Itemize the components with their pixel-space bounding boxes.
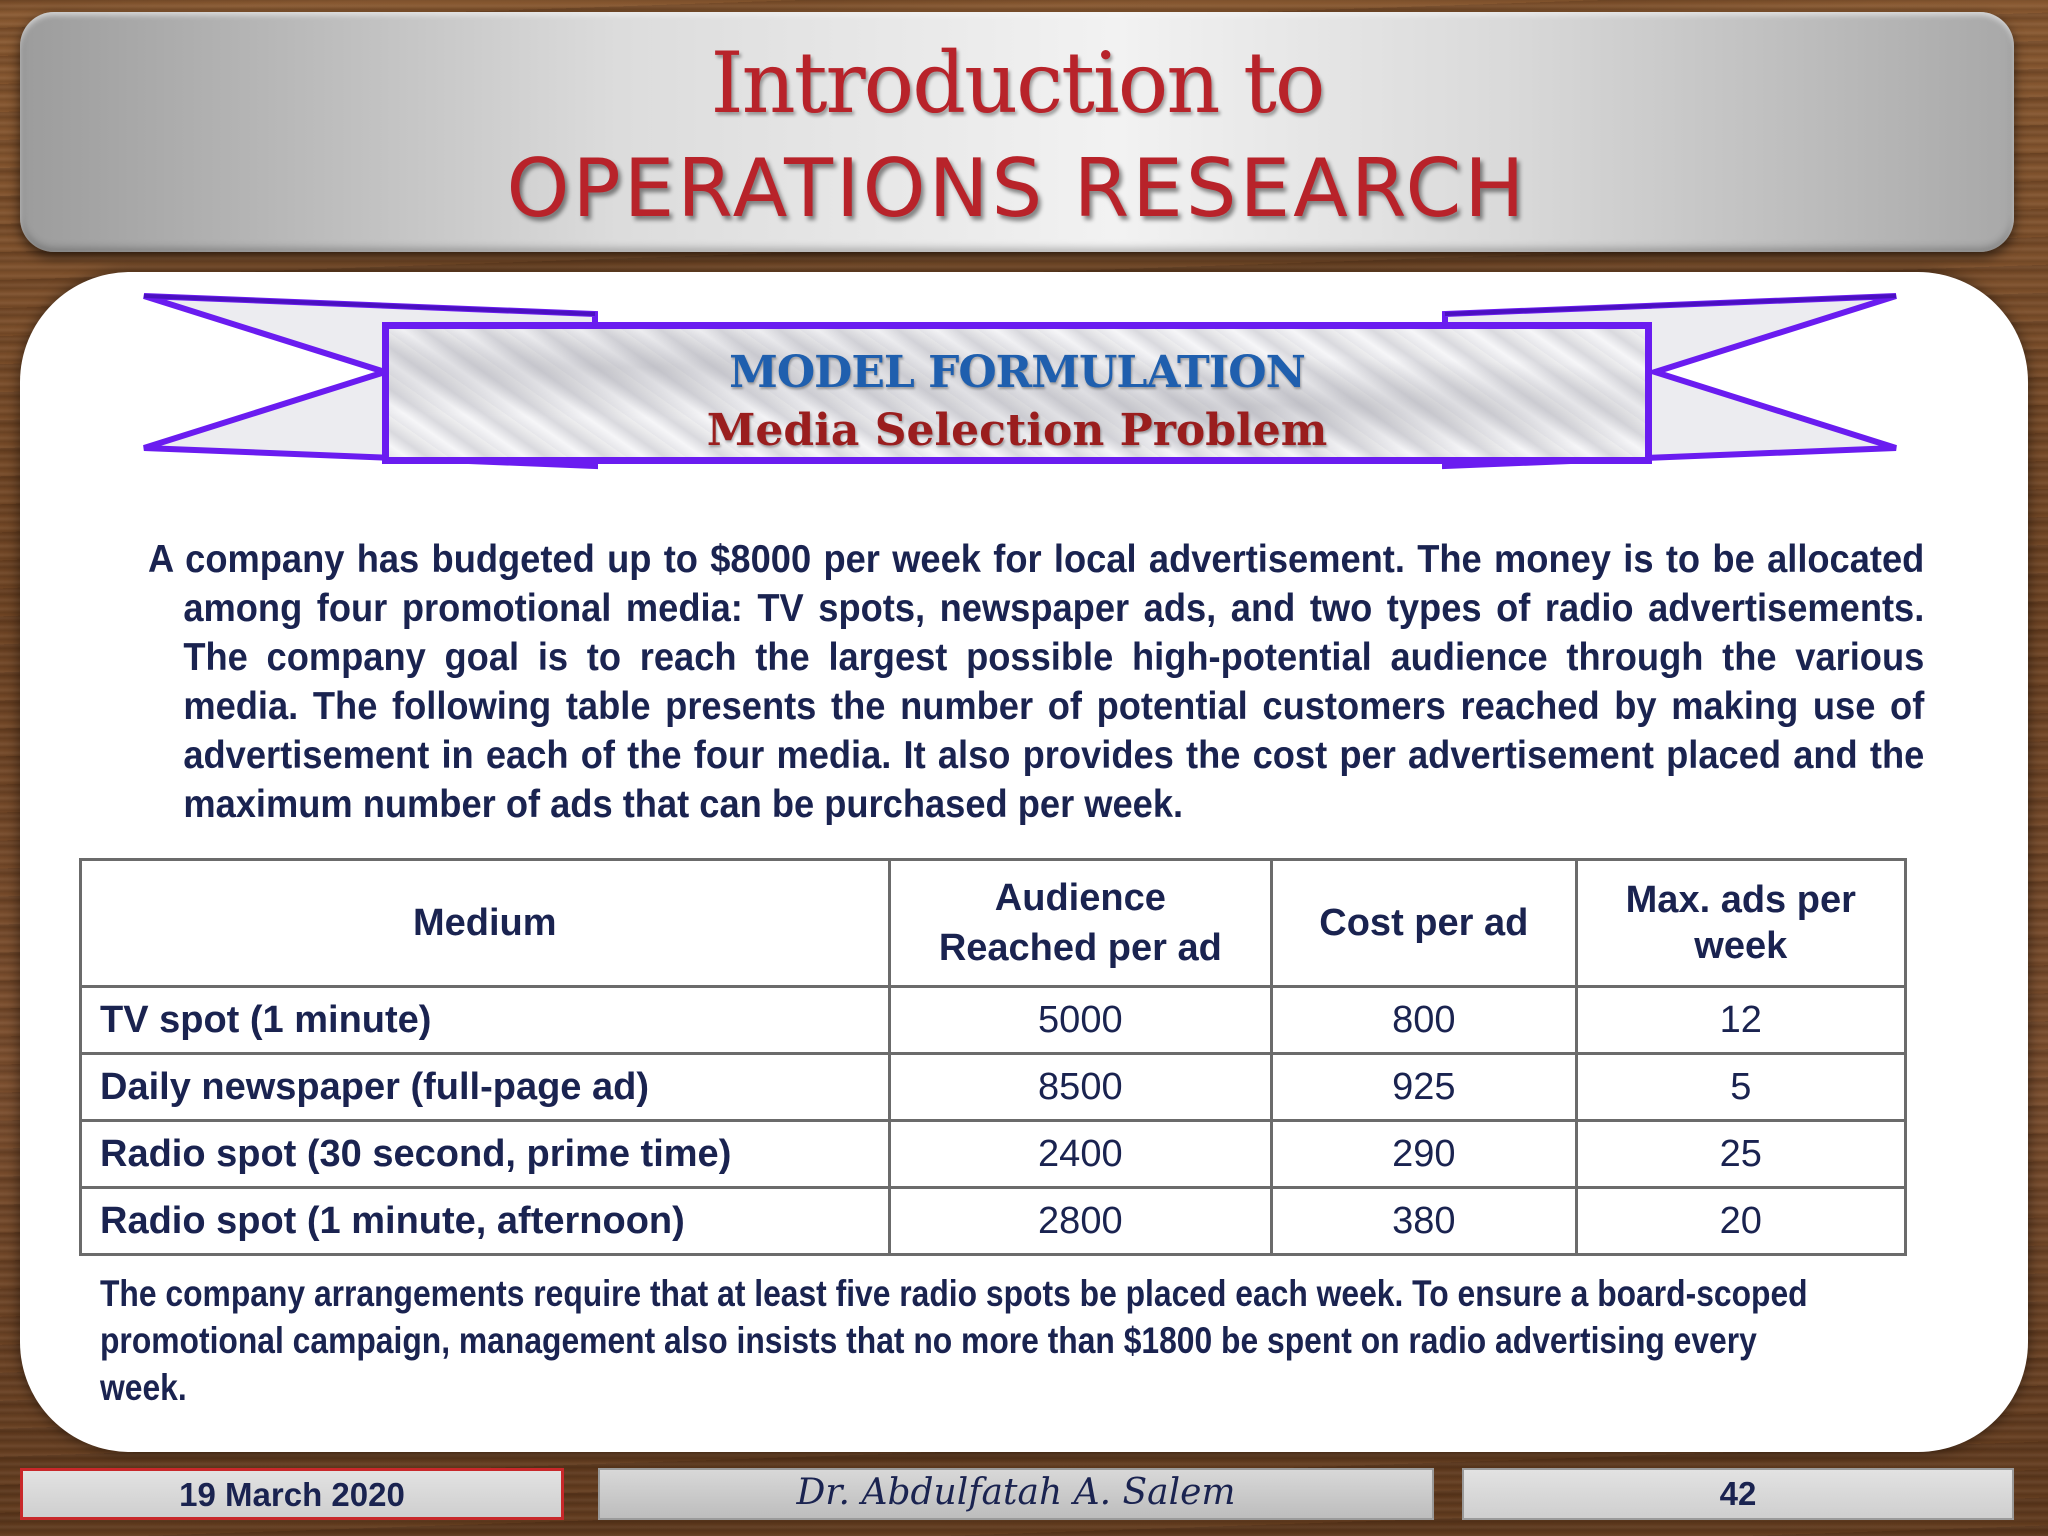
cell-cost: 290 [1272, 1121, 1576, 1188]
cell-cost: 800 [1272, 987, 1576, 1054]
cell-audience: 2800 [889, 1188, 1272, 1255]
section-banner [382, 322, 1652, 464]
header-max-ads [1576, 860, 1905, 987]
footer-author: Dr. Abdulfatah A. Salem [598, 1468, 1434, 1520]
intro-paragraph [148, 535, 1924, 829]
cell-max: 25 [1576, 1121, 1905, 1188]
constraints-note [100, 1270, 1820, 1411]
cell-audience: 8500 [889, 1054, 1272, 1121]
table-row [81, 1188, 1906, 1255]
table-row [81, 987, 1906, 1054]
note-line1: The company arrangements require that at least five radio spots be placed each week. To ensure a board-scoped [100, 1273, 1808, 1314]
cell-medium: Daily newspaper (full-page ad) [81, 1054, 890, 1121]
cell-max: 12 [1576, 987, 1905, 1054]
header-cost: Cost per ad [1272, 860, 1576, 987]
header-max-line1: Max. ads per [1625, 879, 1856, 921]
intro-text: A company has budgeted up to $8000 per week for local advertisement. The money is to be allocated among four promotional media: TV spots, newspaper ads, and two types of radio advertisements. The company goal is to reach the largest possible high-potential audience through the various media. The following table presents the number of potential customers reached by making use of advertisement in each of the four media. It also provides the cost per advertisement placed and the maximum number of ads that can be purchased per week. [148, 538, 1925, 826]
table-header-row [81, 860, 1906, 987]
cell-audience: 5000 [889, 987, 1272, 1054]
slide-title-line1: Introduction to [710, 34, 1324, 132]
cell-audience: 2400 [889, 1121, 1272, 1188]
footer-date: 19 March 2020 [20, 1468, 564, 1520]
media-table [79, 858, 1907, 1256]
header-bar [20, 12, 2014, 252]
cell-medium: Radio spot (1 minute, afternoon) [81, 1188, 890, 1255]
cell-medium: Radio spot (30 second, prime time) [81, 1121, 890, 1188]
header-audience-line1: Audience [994, 877, 1166, 919]
table-row [81, 1054, 1906, 1121]
note-line2: promotional campaign, management also insists that no more than $1800 be spent on radio advertising every week. [100, 1320, 1757, 1408]
header-audience [889, 860, 1272, 987]
cell-cost: 925 [1272, 1054, 1576, 1121]
footer-page-number: 42 [1462, 1468, 2014, 1520]
slide-title-line2: OPERATIONS RESEARCH [506, 142, 1528, 235]
header-medium: Medium [81, 860, 890, 987]
cell-max: 20 [1576, 1188, 1905, 1255]
cell-medium: TV spot (1 minute) [81, 987, 890, 1054]
banner-title: MODEL FORMULATION [729, 347, 1305, 398]
header-audience-line2: Reached per ad [938, 927, 1222, 969]
cell-cost: 380 [1272, 1188, 1576, 1255]
cell-max: 5 [1576, 1054, 1905, 1121]
table-row [81, 1121, 1906, 1188]
header-max-line2: week [1694, 925, 1788, 967]
banner-subtitle: Media Selection Problem [706, 405, 1328, 456]
